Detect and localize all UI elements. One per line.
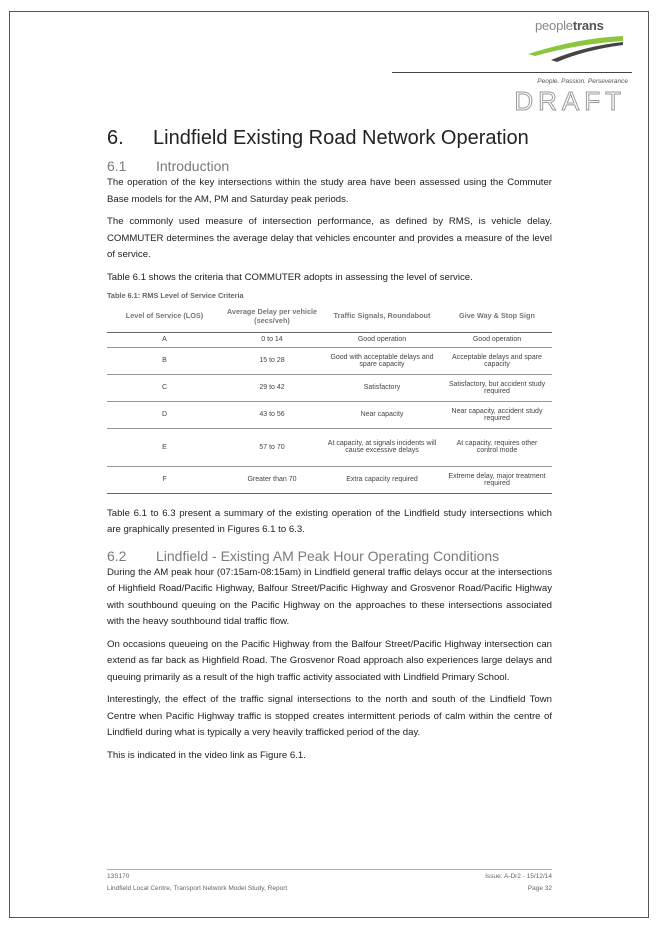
- table-header: Average Delay per vehicle (secs/veh): [222, 300, 322, 332]
- subsection-heading-am-peak: 6.2 Lindfield - Existing AM Peak Hour Operating Conditions: [107, 547, 500, 564]
- paragraph: The commonly used measure of intersection performance, as defined by RMS, is vehicle delay. COMMUTER determines the average delay that vehicles encounter and provides a measure of the level of service.: [107, 216, 552, 260]
- paragraph: The operation of the key intersections within the study area have been assessed using the Commuter Base models for the AM, PM and Saturday peak periods.: [107, 177, 552, 205]
- footer-page-number: Page 32: [527, 885, 552, 892]
- paragraph: Table 6.1 shows the criteria that COMMUTER adopts in assessing the level of service.: [107, 271, 473, 283]
- footer-rule: [107, 869, 552, 870]
- table-header: Give Way & Stop Sign: [442, 300, 552, 332]
- table-row: C 29 to 42 Satisfactory Satisfactory, but accident study required: [107, 374, 552, 401]
- table-caption: Table 6.1: RMS Level of Service Criteria: [107, 291, 244, 300]
- peopletrans-logo: peopletrans: [535, 18, 635, 78]
- table-header: Traffic Signals, Roundabout: [322, 300, 442, 332]
- paragraph: During the AM peak hour (07:15am-08:15am) in Lindfield general traffic delays occur at the intersections of Highfield Road/Pacific Highway, Balfour Street/Pacific Highway and Grosvenor Road/Pacific Highway with southbound queuing on the Pacific Highway on the approaches to these intersections associated with the heavy southbound tidal traffic flow.: [107, 566, 552, 627]
- paragraph: Table 6.1 to 6.3 present a summary of the existing operation of the Lindfield study intersections which are graphically presented in Figures 6.1 to 6.3.: [107, 507, 552, 535]
- paragraph: This is indicated in the video link as Figure 6.1.: [107, 749, 306, 761]
- table-header: Level of Service (LOS): [107, 300, 222, 332]
- table-row: E 57 to 70 At capacity, at signals incidents will cause excessive delays At capacity, requires other control mode: [107, 428, 552, 466]
- tagline: People. Passion. Perseverance: [537, 78, 628, 85]
- subsection-heading-intro: 6.1 Introduction: [107, 158, 230, 174]
- footer-ref: 13S170: [107, 873, 130, 880]
- paragraph: On occasions queueing on the Pacific Highway from the Balfour Street/Pacific Highway intersection can extend as far back as Highfield Road. The Grosvenor Road approach also experiences large delays and queuing primarily as a result of the high traffic activity associated with Lindfield Primary School.: [107, 638, 552, 683]
- table-row: D 43 to 56 Near capacity Near capacity, accident study required: [107, 401, 552, 428]
- main-content: [107, 127, 552, 764]
- table-row: B 15 to 28 Good with acceptable delays and spare capacity Acceptable delays and spare capacity: [107, 347, 552, 374]
- footer-doc-title: Lindfield Local Centre, Transport Network Model Study, Report: [107, 885, 288, 892]
- section-heading: 6. Lindfield Existing Road Network Operation: [107, 127, 529, 149]
- header-rule: [392, 72, 632, 73]
- paragraph: Interestingly, the effect of the traffic signal intersections to the north and south of the Lindfield Town Centre when Pacific Highway traffic is stopped creates intermittent periods of calm within the centre of Lindfield during what is typically a very heavily trafficked period of the day.: [107, 694, 552, 738]
- footer-issue: Issue: A-Dr2 - 15/12/14: [485, 873, 552, 880]
- section-title: Lindfield Existing Road Network Operation: [153, 127, 529, 149]
- table-row: A 0 to 14 Good operation Good operation: [107, 332, 552, 347]
- draft-watermark: DRAFT: [514, 86, 626, 116]
- table-row: F Greater than 70 Extra capacity required Extreme delay, major treatment required: [107, 466, 552, 493]
- los-table: [107, 300, 552, 494]
